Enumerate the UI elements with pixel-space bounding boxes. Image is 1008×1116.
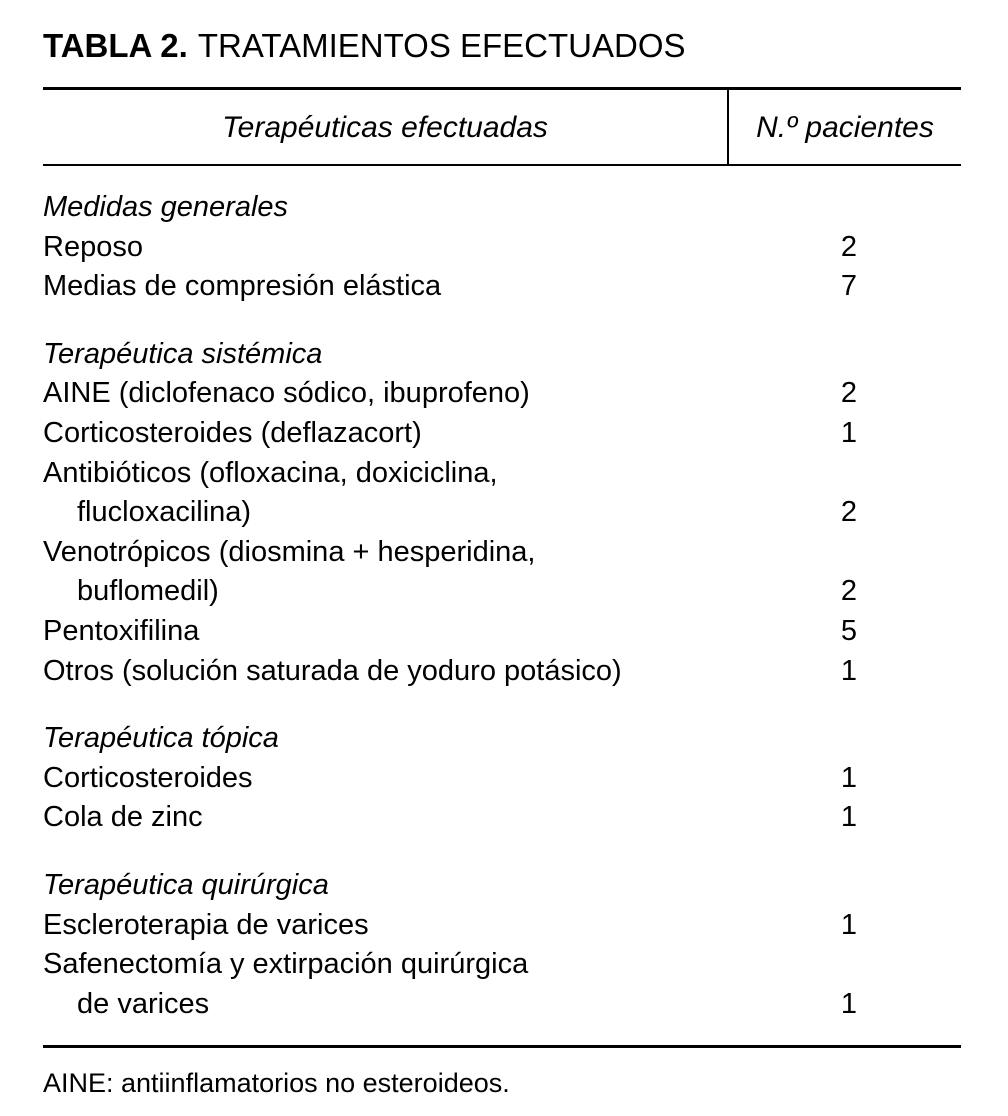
- table-row: [43, 652, 961, 692]
- patient-count: 2: [840, 496, 858, 529]
- footnote: AINE: antiinflamatorios no esteroideos.: [43, 1068, 510, 1098]
- table-row: [43, 612, 961, 652]
- table-row: [43, 759, 961, 799]
- column-header-patients: N.º pacientes: [756, 111, 934, 144]
- treatment-label: Pentoxifilina: [43, 614, 200, 647]
- patient-count: 7: [840, 270, 858, 303]
- patient-count: 2: [840, 377, 858, 410]
- table-row: [43, 906, 961, 946]
- table-row: [43, 493, 961, 533]
- section-title-text: Terapéutica tópica: [43, 722, 279, 755]
- table-row: [43, 267, 961, 307]
- treatment-label: buflomedil): [77, 575, 219, 608]
- patient-count: 5: [840, 614, 858, 647]
- patient-count: 1: [840, 761, 858, 794]
- patient-count: 1: [840, 987, 858, 1020]
- table-section: [43, 719, 961, 838]
- treatment-label: Otros (solución saturada de yoduro potásico): [43, 654, 622, 687]
- section-title: [43, 335, 961, 375]
- treatment-label: Corticosteroides: [43, 761, 253, 794]
- table-row: [43, 454, 961, 494]
- patient-count: 1: [840, 908, 858, 941]
- treatment-label: Antibióticos (ofloxacina, doxiciclina,: [43, 456, 498, 489]
- table-row: [43, 572, 961, 612]
- patient-count: 1: [840, 801, 858, 834]
- header-rule: [43, 164, 961, 166]
- patient-count: 2: [840, 230, 858, 263]
- table-row: [43, 414, 961, 454]
- section-title: [43, 866, 961, 906]
- treatment-label: Venotrópicos (diosmina + hesperidina,: [43, 535, 536, 568]
- patient-count: 1: [840, 416, 858, 449]
- treatment-label: Corticosteroides (deflazacort): [43, 416, 422, 449]
- treatment-label: Medias de compresión elástica: [43, 270, 442, 303]
- treatment-label: Escleroterapia de varices: [43, 908, 369, 941]
- patient-count: 1: [840, 654, 858, 687]
- treatment-label: Cola de zinc: [43, 801, 203, 834]
- section-title-text: Terapéutica sistémica: [43, 337, 323, 370]
- table-title: [43, 24, 686, 68]
- table-row: [43, 985, 961, 1025]
- table-section: [43, 866, 961, 1024]
- table-title-text: TRATAMIENTOS EFECTUADOS: [197, 27, 686, 64]
- table-number: TABLA 2.: [43, 27, 188, 64]
- treatment-label: flucloxacilina): [77, 496, 252, 529]
- table-body: [43, 188, 961, 1052]
- table-section: [43, 188, 961, 307]
- section-title-text: Terapéutica quirúrgica: [43, 868, 329, 901]
- section-title-text: Medidas generales: [43, 191, 289, 223]
- table-section: [43, 335, 961, 691]
- table-row: [43, 533, 961, 573]
- treatment-label: de varices: [77, 987, 210, 1020]
- table-row: [43, 228, 961, 268]
- section-title: [43, 719, 961, 759]
- bottom-rule: [43, 1045, 961, 1048]
- section-title: [43, 188, 961, 228]
- treatment-label: AINE (diclofenaco sódico, ibuprofeno): [43, 377, 530, 410]
- treatment-label: Safenectomía y extirpación quirúrgica: [43, 948, 529, 981]
- table-row: [43, 945, 961, 985]
- top-rule: [43, 87, 961, 90]
- patient-count: 2: [840, 575, 858, 608]
- table-row: [43, 798, 961, 838]
- column-header-treatments: Terapéuticas efectuadas: [222, 111, 548, 144]
- treatment-label: Reposo: [43, 230, 143, 263]
- table-row: [43, 374, 961, 414]
